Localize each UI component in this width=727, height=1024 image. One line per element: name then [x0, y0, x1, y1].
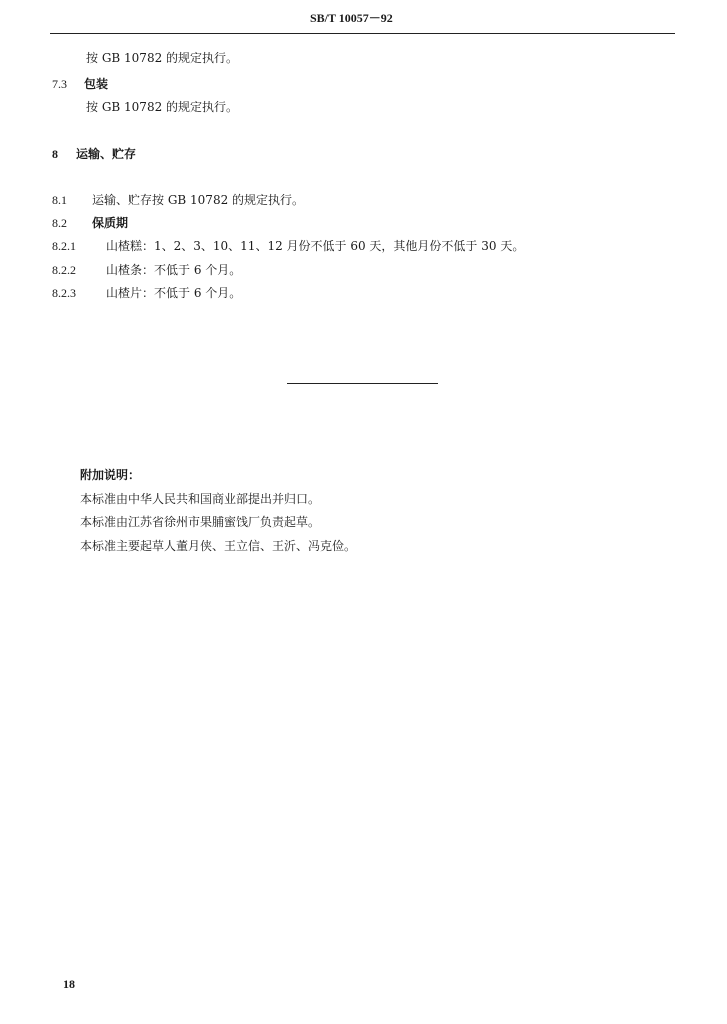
clause-8-2-2-text: 山楂条：不低于 6 个月。: [106, 263, 242, 277]
clause-8-2-3-number: 8.2.3: [52, 286, 76, 300]
section-8-title: 运输、贮存: [76, 147, 137, 161]
clause-8-2-1-number: 8.2.1: [52, 239, 76, 253]
notes-line-2: 本标准由江苏省徐州市果脯蜜饯厂负责起草。: [80, 515, 321, 529]
notes-heading: 附加说明：: [80, 468, 141, 482]
clause-7-3-title: 包装: [84, 77, 109, 91]
clause-8-2-2-number: 8.2.2: [52, 263, 76, 277]
standard-code-header: SB/T 10057－92: [310, 11, 393, 25]
clause-8-2-1: [52, 238, 524, 254]
clause-8-1: [52, 192, 304, 208]
clause-7-2-continuation: 按 GB 10782 的规定执行。: [86, 51, 239, 65]
clause-8-2: [52, 215, 128, 231]
clause-7-3-heading: [52, 76, 108, 92]
clause-8-2-1-text: 山楂糕：1、2、3、10、11、12 月份不低于 60 天，其他月份不低于 30 天。: [106, 239, 525, 253]
clause-8-2-number: 8.2: [52, 216, 67, 230]
section-8-number: 8: [52, 147, 58, 161]
clause-7-3-number: 7.3: [52, 77, 67, 91]
clause-8-1-text: 运输、贮存按 GB 10782 的规定执行。: [92, 193, 305, 207]
notes-line-3: 本标准主要起草人董月侠、王立信、王沂、冯克俭。: [80, 539, 357, 553]
clause-8-1-number: 8.1: [52, 193, 67, 207]
clause-8-2-title: 保质期: [92, 216, 129, 230]
page-number: 18: [63, 977, 75, 991]
notes-line-1: 本标准由中华人民共和国商业部提出并归口。: [80, 492, 321, 506]
end-of-text-rule: [287, 383, 438, 384]
header-rule: [50, 33, 675, 34]
section-8-heading: [52, 146, 136, 162]
clause-8-2-3-text: 山楂片：不低于 6 个月。: [106, 286, 242, 300]
clause-7-3-text: 按 GB 10782 的规定执行。: [86, 100, 239, 114]
clause-8-2-3: [52, 285, 241, 301]
clause-8-2-2: [52, 262, 241, 278]
